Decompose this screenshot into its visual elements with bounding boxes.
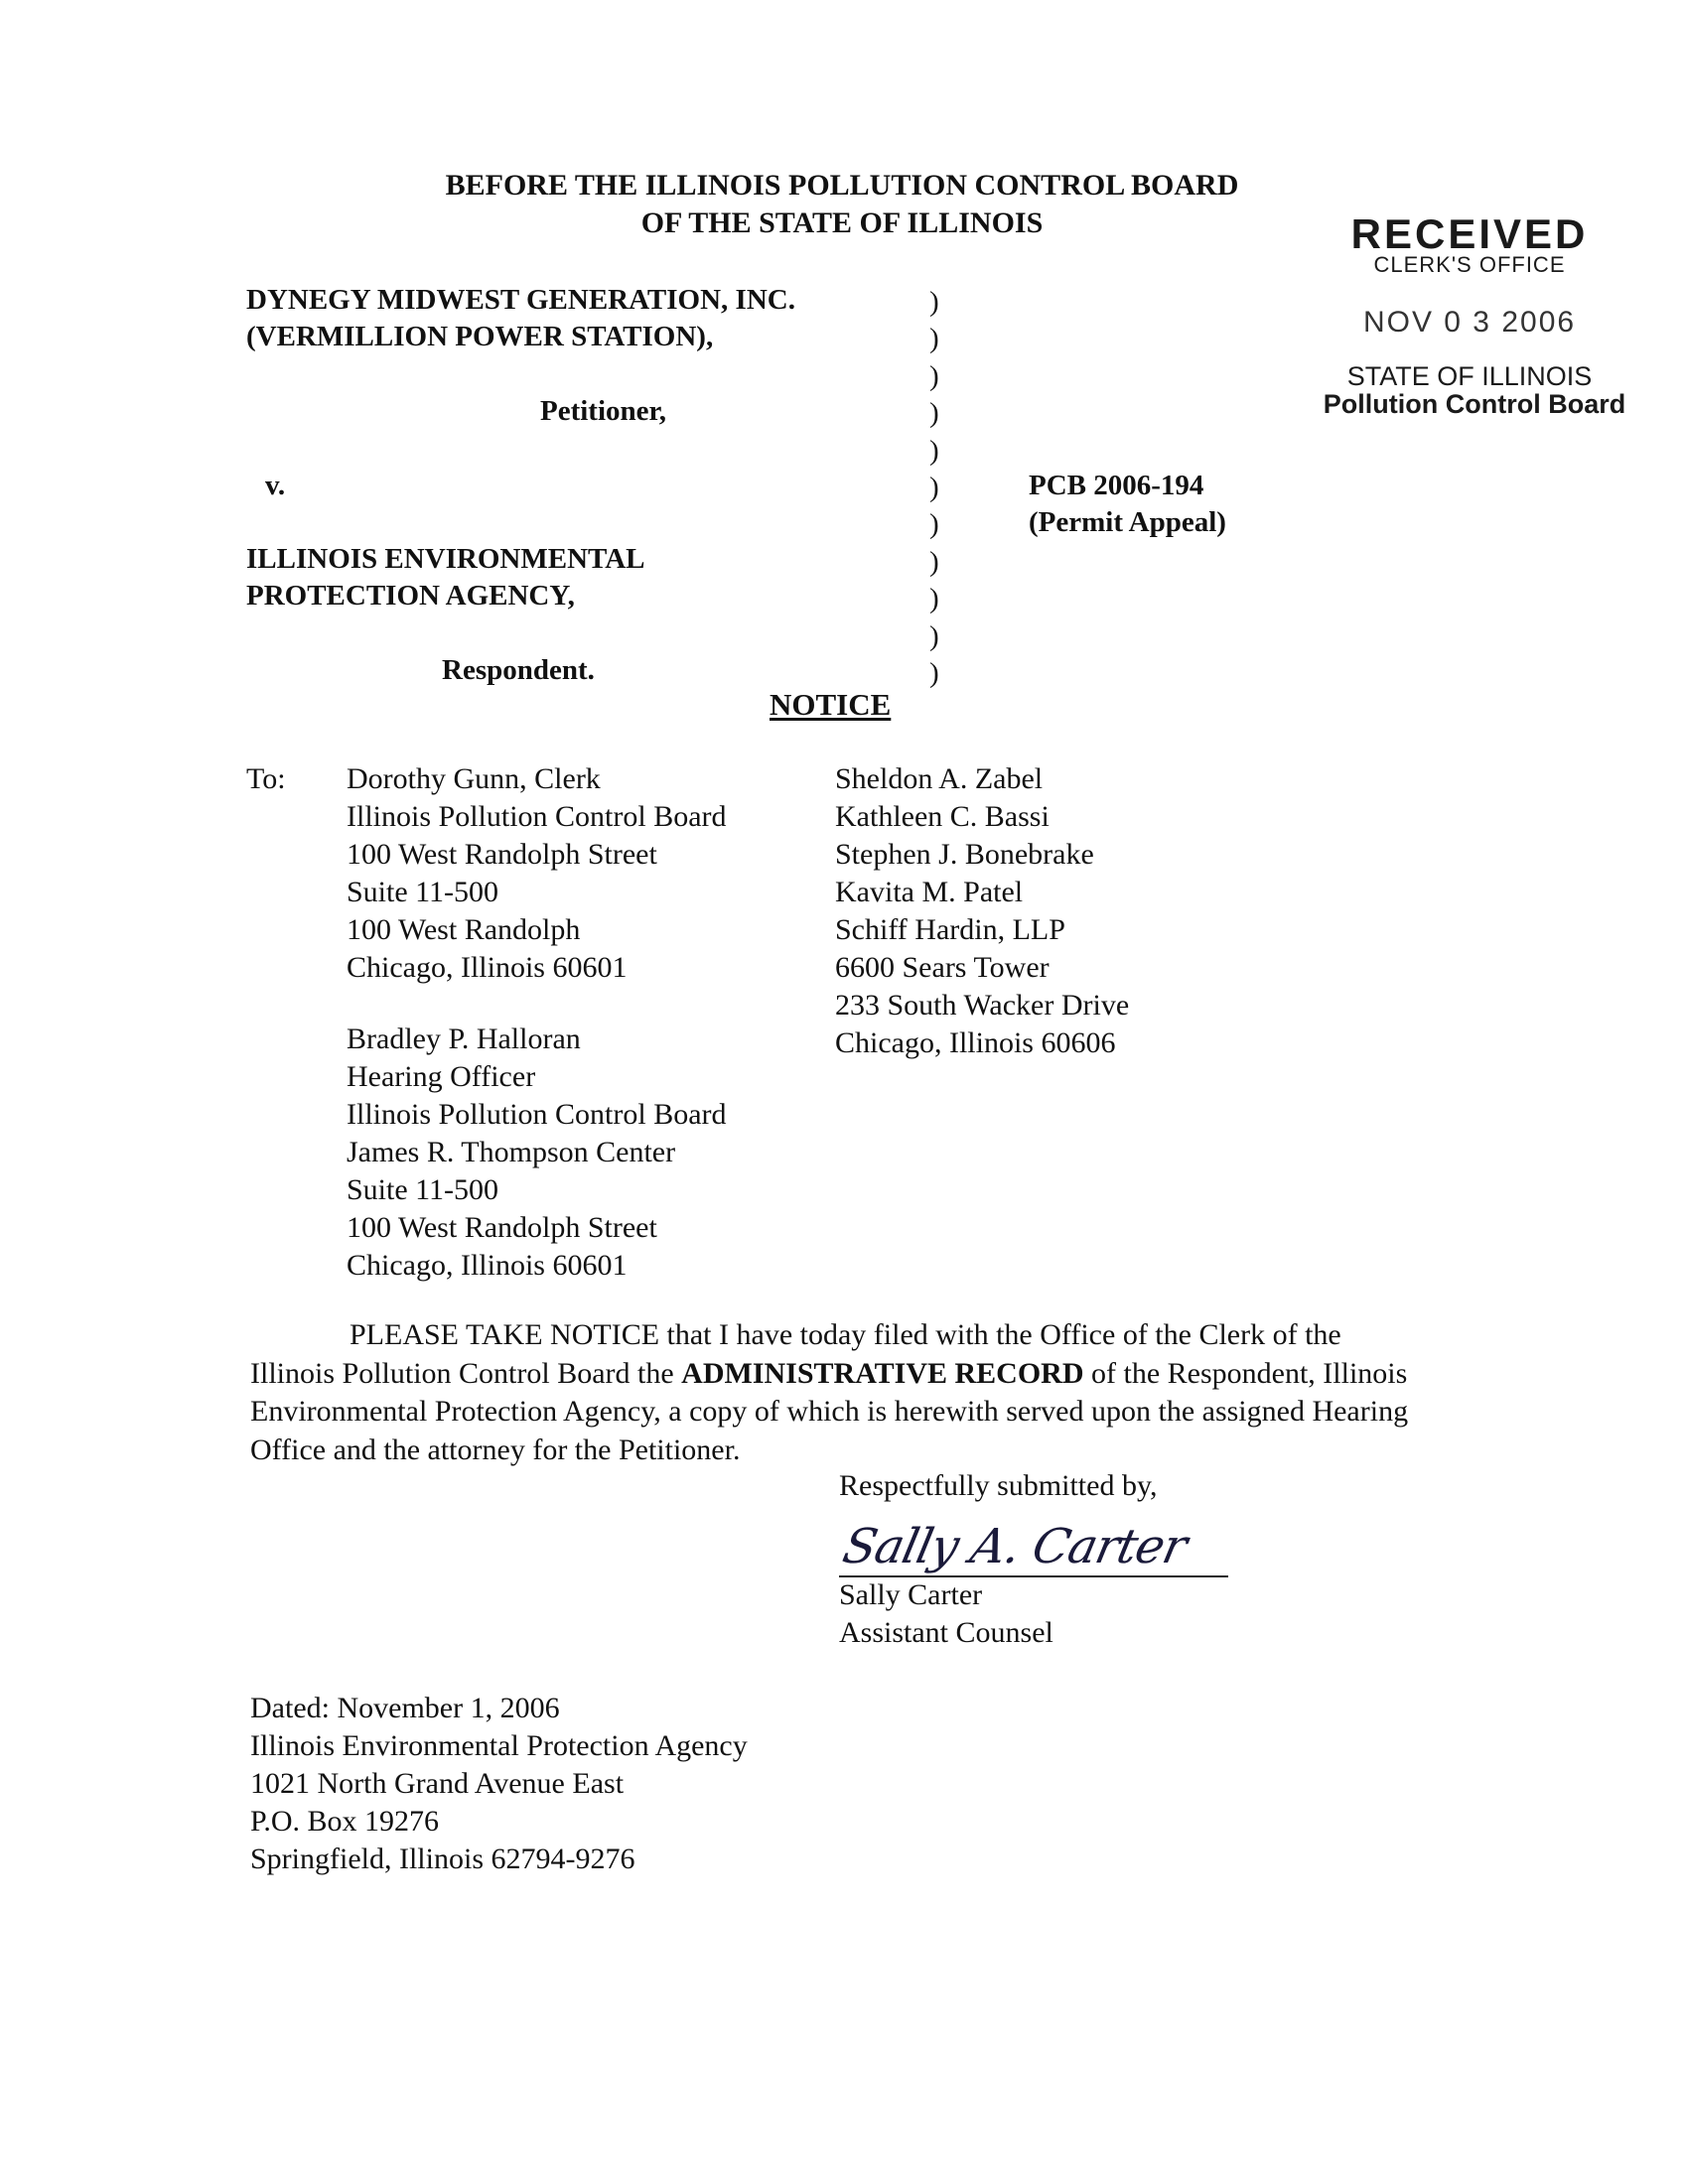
paren-mark: )	[929, 657, 939, 690]
paren-mark: )	[929, 583, 939, 615]
to-label: To:	[246, 762, 286, 795]
footer-line: 1021 North Grand Avenue East	[250, 1767, 625, 1800]
notice-title: NOTICE	[770, 687, 892, 722]
board-heading-line-2: OF THE STATE OF ILLINOIS	[640, 206, 1044, 239]
petitioner-name-line-2: (VERMILLION POWER STATION),	[246, 321, 714, 352]
recipient-clerk-address	[347, 760, 727, 987]
address-line: Sheldon A. Zabel	[835, 762, 1044, 795]
address-line: Hearing Officer	[347, 1060, 536, 1093]
address-line: Suite 11-500	[347, 1173, 499, 1206]
address-line: Chicago, Illinois 60601	[347, 1249, 628, 1282]
paren-mark: )	[929, 545, 939, 578]
stamp-date-text: NOV 0 3 2006	[1362, 306, 1577, 339]
address-line: Chicago, Illinois 60606	[835, 1026, 1116, 1059]
signer-title: Assistant Counsel	[839, 1616, 1053, 1649]
footer-line: Illinois Environmental Protection Agency	[250, 1729, 748, 1762]
address-line: Bradley P. Halloran	[347, 1023, 581, 1055]
stamp-board-text: Pollution Control Board	[1323, 389, 1626, 419]
closing-text: Respectfully submitted by,	[839, 1469, 1158, 1502]
paren-mark: )	[929, 508, 939, 541]
case-type: (Permit Appeal)	[1029, 506, 1226, 538]
address-line: 233 South Wacker Drive	[835, 989, 1130, 1022]
stamp-received-text: RECEIVED	[1350, 210, 1589, 257]
paren-mark: )	[929, 397, 939, 430]
address-line: 100 West Randolph	[347, 913, 581, 946]
address-line: 100 West Randolph Street	[347, 838, 657, 871]
paren-mark: )	[929, 619, 939, 652]
body-text-part-1: PLEASE TAKE NOTICE that I have today filed with the Office of the Clerk of the Illinois Pollution Control Board the	[250, 1318, 1341, 1390]
signature-script: Sally A. Carter	[838, 1519, 1192, 1574]
respondent-label: Respondent.	[442, 654, 595, 686]
case-number: PCB 2006-194	[1029, 470, 1204, 501]
body-text-part-2: of the Respondent, Illinois Environmental Protection Agency, a copy of which is herewith served upon the assigned Hearing Office and the attorney for the Petitioner.	[250, 1356, 1409, 1466]
recipient-petitioner-counsel-address	[835, 760, 1129, 1062]
address-line: Kathleen C. Bassi	[835, 800, 1050, 833]
received-stamp	[1301, 210, 1638, 419]
address-line: Schiff Hardin, LLP	[835, 913, 1065, 946]
address-line: Illinois Pollution Control Board	[347, 800, 727, 833]
paren-mark: )	[929, 359, 939, 392]
notice-body-paragraph	[250, 1316, 1422, 1469]
petitioner-label: Petitioner,	[540, 395, 666, 427]
paren-mark: )	[929, 472, 939, 504]
address-line: Stephen J. Bonebrake	[835, 838, 1094, 871]
paren-mark: )	[929, 434, 939, 467]
paren-mark: )	[929, 286, 939, 318]
address-line: 6600 Sears Tower	[835, 951, 1050, 984]
versus-label: v.	[265, 470, 286, 501]
body-text-bold: ADMINISTRATIVE RECORD	[681, 1356, 1084, 1390]
respondent-name-line-2: PROTECTION AGENCY,	[246, 580, 575, 612]
respondent-name-line-1: ILLINOIS ENVIRONMENTAL	[246, 543, 645, 575]
paren-mark: )	[929, 323, 939, 355]
signer-name: Sally Carter	[839, 1578, 983, 1611]
footer-line: Dated: November 1, 2006	[250, 1692, 560, 1724]
stamp-state-text: STATE OF ILLINOIS	[1346, 361, 1593, 391]
footer-sender-block	[250, 1690, 748, 1878]
recipient-hearing-officer-address	[347, 1021, 727, 1285]
address-line: Suite 11-500	[347, 876, 499, 908]
footer-line: Springfield, Illinois 62794-9276	[250, 1843, 635, 1875]
address-line: Chicago, Illinois 60601	[347, 951, 628, 984]
address-line: Dorothy Gunn, Clerk	[347, 762, 601, 795]
footer-line: P.O. Box 19276	[250, 1805, 440, 1838]
stamp-office-text: CLERK'S OFFICE	[1373, 252, 1566, 277]
address-line: 100 West Randolph Street	[347, 1211, 657, 1244]
caption-parentheses	[929, 284, 959, 692]
address-line: Kavita M. Patel	[835, 876, 1024, 908]
address-line: James R. Thompson Center	[347, 1136, 676, 1168]
petitioner-name-line-1: DYNEGY MIDWEST GENERATION, INC.	[246, 284, 795, 316]
address-line: Illinois Pollution Control Board	[347, 1098, 727, 1131]
board-heading-line-1: BEFORE THE ILLINOIS POLLUTION CONTROL BOARD	[445, 169, 1239, 202]
